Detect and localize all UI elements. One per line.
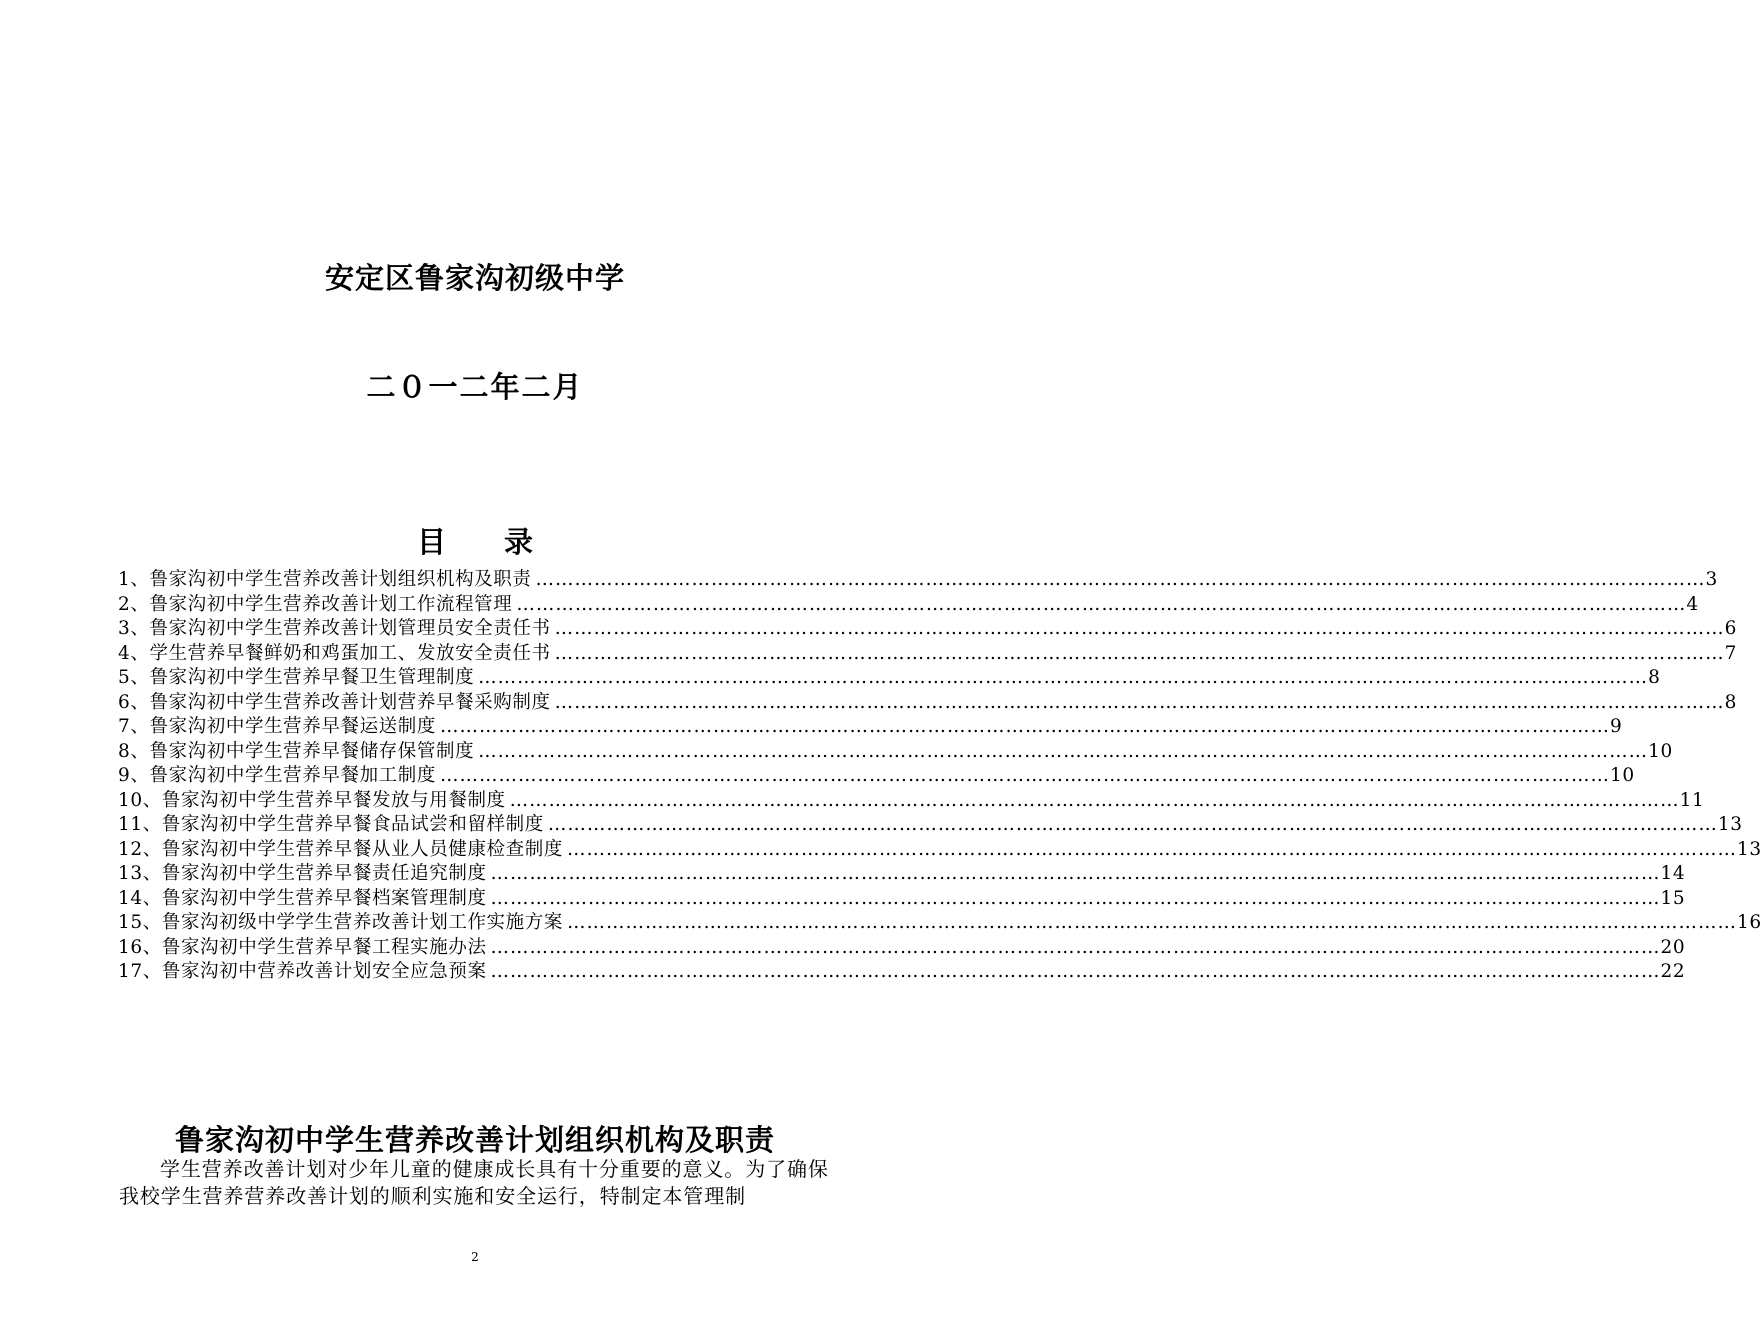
section-title: 鲁家沟初中学生营养改善计划组织机构及职责 — [174, 1123, 775, 1157]
toc-entry-page: 14 — [1660, 863, 1686, 884]
toc-entry-page: 7 — [1724, 642, 1737, 664]
toc-entry-page: 10 — [1609, 765, 1635, 786]
toc-entry-label: 9、鲁家沟初中学生营养早餐加工制度 — [118, 765, 436, 786]
toc-entry — [118, 884, 1686, 909]
toc-leader-dots: ……………………………………………………………………………………………………………………………………………………………… — [535, 569, 1706, 590]
toc-entry — [118, 712, 1623, 737]
toc-entry-page: 22 — [1660, 961, 1686, 982]
toc-leader-dots: ……………………………………………………………………………………………………………………………………………………………… — [566, 838, 1737, 860]
toc-entry-page: 3 — [1705, 569, 1718, 590]
toc-entry-label: 4、学生营养早餐鲜奶和鸡蛋加工、发放安全责任书 — [118, 642, 551, 664]
toc-leader-dots: ……………………………………………………………………………………………………………………………………………………………… — [509, 789, 1680, 811]
toc-entry-label: 14、鲁家沟初中学生营养早餐档案管理制度 — [118, 887, 487, 909]
toc-leader-dots: ……………………………………………………………………………………………………………………………………………………………… — [478, 667, 1649, 688]
toc-leader-dots: ……………………………………………………………………………………………………………………………………………………………… — [554, 618, 1725, 639]
toc-entry-label: 16、鲁家沟初中学生营养早餐工程实施办法 — [118, 936, 487, 958]
toc-entry — [118, 590, 1699, 615]
toc-leader-dots: ……………………………………………………………………………………………………………………………………………………………… — [439, 716, 1610, 737]
toc-entry — [118, 908, 1762, 933]
toc-entry-page: 4 — [1686, 593, 1699, 615]
toc-leader-dots: ……………………………………………………………………………………………………………………………………………………………… — [490, 936, 1661, 958]
toc-entry — [118, 933, 1686, 958]
toc-entry-label: 6、鲁家沟初中学生营养改善计划营养早餐采购制度 — [118, 691, 551, 713]
toc-entry-page: 16 — [1736, 912, 1762, 933]
toc-leader-dots: ……………………………………………………………………………………………………………………………………………………………… — [478, 740, 1649, 762]
toc-entry-page: 9 — [1609, 716, 1623, 737]
toc-entry-label: 10、鲁家沟初中学生营养早餐发放与用餐制度 — [118, 789, 506, 811]
toc-leader-dots: ……………………………………………………………………………………………………………………………………………………………… — [547, 814, 1718, 835]
toc-entry-label: 12、鲁家沟初中学生营养早餐从业人员健康检查制度 — [118, 838, 563, 860]
toc-leader-dots: ……………………………………………………………………………………………………………………………………………………………… — [490, 863, 1661, 884]
toc-entry-page: 11 — [1679, 789, 1705, 811]
toc-entry — [118, 614, 1737, 639]
toc-title: 目 录 — [416, 525, 533, 559]
toc-entry-page: 20 — [1660, 936, 1686, 958]
document-date: 二０一二年二月 — [366, 370, 584, 404]
toc-entry — [118, 737, 1673, 762]
toc-entry-label: 5、鲁家沟初中学生营养早餐卫生管理制度 — [118, 667, 475, 688]
toc-entry-label: 15、鲁家沟初级中学学生营养改善计划工作实施方案 — [118, 912, 563, 933]
toc-entry-label: 11、鲁家沟初中学生营养早餐食品试尝和留样制度 — [118, 814, 544, 835]
toc-entry — [118, 957, 1686, 982]
toc-entry-page: 8 — [1648, 667, 1661, 688]
toc-entry — [118, 663, 1661, 688]
toc-leader-dots: ……………………………………………………………………………………………………………………………………………………………… — [439, 765, 1610, 786]
toc-leader-dots: ……………………………………………………………………………………………………………………………………………………………… — [554, 691, 1725, 713]
page-number: 2 — [471, 1250, 479, 1264]
toc-entry-page: 8 — [1724, 691, 1737, 713]
toc-entry-page: 13 — [1736, 838, 1762, 860]
toc-entry-label: 17、鲁家沟初中营养改善计划安全应急预案 — [118, 961, 487, 982]
section-paragraph: 学生营养改善计划对少年儿童的健康成长具有十分重要的意义。为了确保我校学生营养营养改善计划的顺利实施和安全运行，特制定本管理制 — [119, 1157, 829, 1208]
toc-entry — [118, 859, 1686, 884]
toc-entry-page: 6 — [1724, 618, 1737, 639]
toc-entry — [118, 639, 1737, 664]
toc-entry — [118, 761, 1635, 786]
toc-leader-dots: ……………………………………………………………………………………………………………………………………………………………… — [490, 961, 1661, 982]
toc-entry — [118, 810, 1743, 835]
toc-entry-page: 13 — [1717, 814, 1743, 835]
toc-entry — [118, 835, 1762, 860]
toc-entry-label: 3、鲁家沟初中学生营养改善计划管理员安全责任书 — [118, 618, 551, 639]
toc-entry-label: 1、鲁家沟初中学生营养改善计划组织机构及职责 — [118, 569, 532, 590]
toc-entry-label: 13、鲁家沟初中学生营养早餐责任追究制度 — [118, 863, 487, 884]
toc-entry-label: 8、鲁家沟初中学生营养早餐储存保管制度 — [118, 740, 475, 762]
toc-entry-page: 15 — [1660, 887, 1686, 909]
toc-entry-page: 10 — [1648, 740, 1673, 762]
toc-leader-dots: ……………………………………………………………………………………………………………………………………………………………… — [516, 593, 1687, 615]
school-name: 安定区鲁家沟初级中学 — [324, 261, 625, 295]
toc-leader-dots: ……………………………………………………………………………………………………………………………………………………………… — [566, 912, 1737, 933]
toc-leader-dots: ……………………………………………………………………………………………………………………………………………………………… — [554, 642, 1725, 664]
toc-entry-label: 7、鲁家沟初中学生营养早餐运送制度 — [118, 716, 436, 737]
toc-leader-dots: ……………………………………………………………………………………………………………………………………………………………… — [490, 887, 1661, 909]
toc-entry — [118, 688, 1737, 713]
toc-entry-label: 2、鲁家沟初中学生营养改善计划工作流程管理 — [118, 593, 513, 615]
toc-entry — [118, 565, 1718, 590]
toc-entry — [118, 786, 1705, 811]
toc-list — [118, 565, 1762, 982]
